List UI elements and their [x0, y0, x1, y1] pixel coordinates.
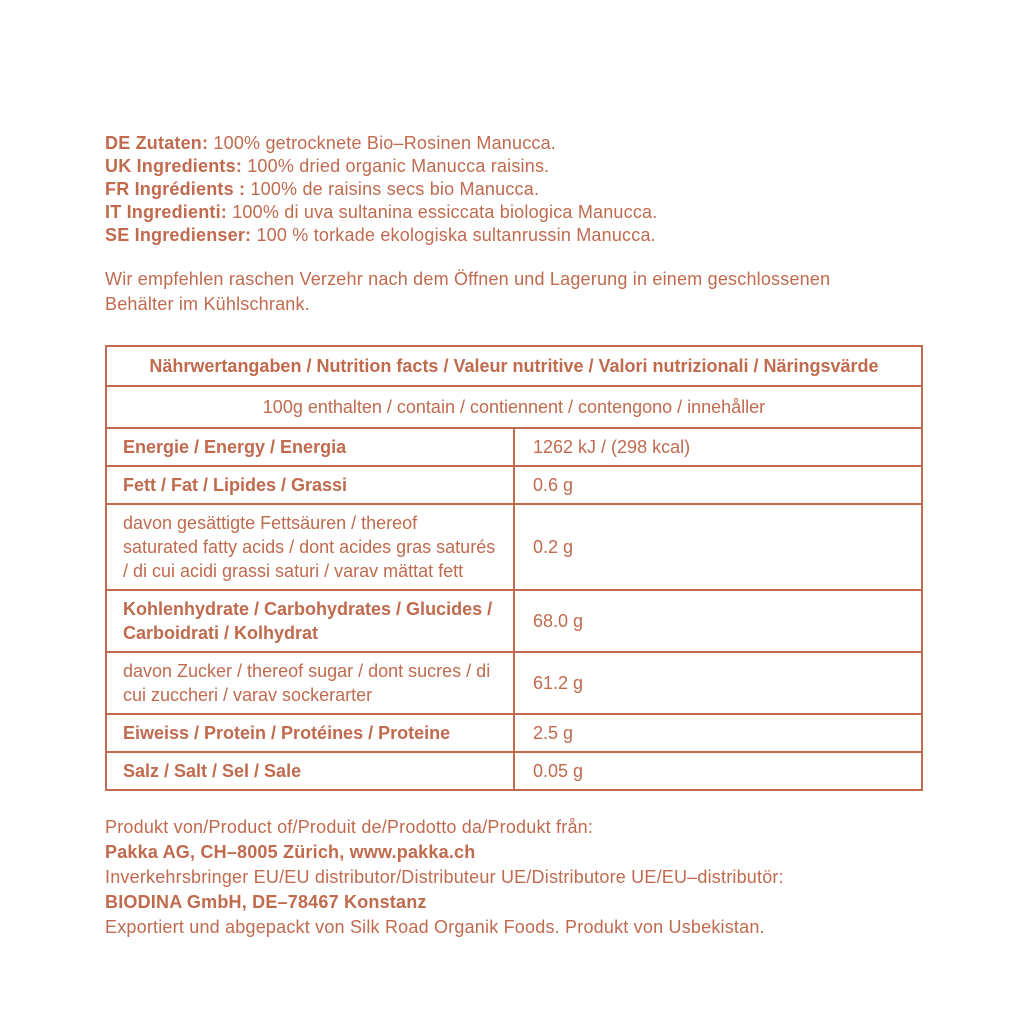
ingredients-section [105, 132, 923, 247]
ingredient-label-se: SE Ingredienser: [105, 225, 252, 245]
nutrition-value-saturated-fat: 0.2 g [514, 504, 922, 590]
ingredient-line-se [105, 224, 923, 247]
ingredient-label-it: IT Ingredienti: [105, 202, 227, 222]
producer-name: Pakka AG, CH–8005 Zürich, www.pakka.ch [105, 842, 476, 862]
nutrition-value-fat: 0.6 g [514, 466, 922, 504]
nutrition-value-carbohydrates: 68.0 g [514, 590, 922, 652]
distributor-label: Inverkehrsbringer EU/EU distributor/Distributeur UE/Distributore UE/EU–distributör: [105, 867, 784, 887]
footer-section [105, 815, 923, 940]
nutrition-label-salt: Salz / Salt / Sel / Sale [106, 752, 514, 790]
nutrition-label-energy: Energie / Energy / Energia [106, 428, 514, 466]
producer-label: Produkt von/Product of/Produit de/Prodotto da/Produkt från: [105, 817, 594, 837]
nutrition-value-protein: 2.5 g [514, 714, 922, 752]
nutrition-subtitle-row [106, 386, 922, 428]
ingredient-label-fr: FR Ingrédients : [105, 179, 246, 199]
ingredient-line-it [105, 201, 923, 224]
storage-note: Wir empfehlen raschen Verzehr nach dem Öffnen und Lagerung in einem geschlossenen Behälter im Kühlschrank. [105, 269, 831, 314]
ingredient-text-de: 100% getrocknete Bio–Rosinen Manucca. [213, 133, 557, 153]
nutrition-row-salt [106, 752, 922, 790]
nutrition-row-fat [106, 466, 922, 504]
ingredient-line-fr [105, 178, 923, 201]
nutrition-row-protein [106, 714, 922, 752]
ingredient-label-uk: UK Ingredients: [105, 156, 243, 176]
nutrition-label-carbohydrates: Kohlenhydrate / Carbohydrates / Glucides / Carboidrati / Kolhydrat [106, 590, 514, 652]
nutrition-row-carbohydrates [106, 590, 922, 652]
nutrition-value-sugar: 61.2 g [514, 652, 922, 714]
ingredient-text-uk: 100% dried organic Manucca raisins. [247, 156, 550, 176]
distributor-name: BIODINA GmbH, DE–78467 Konstanz [105, 892, 427, 912]
ingredient-text-fr: 100% de raisins secs bio Manucca. [250, 179, 540, 199]
nutrition-row-sugar [106, 652, 922, 714]
nutrition-row-energy [106, 428, 922, 466]
nutrition-title: Nährwertangaben / Nutrition facts / Valeur nutritive / Valori nutrizionali / Näringsvärde [106, 346, 922, 386]
nutrition-subtitle: 100g enthalten / contain / contiennent / contengono / innehåller [106, 386, 922, 428]
nutrition-label-saturated-fat: davon gesättigte Fettsäuren / thereof saturated fatty acids / dont acides gras saturés / di cui acidi grassi saturi / varav mättat fett [106, 504, 514, 590]
ingredient-text-se: 100 % torkade ekologiska sultanrussin Manucca. [256, 225, 656, 245]
nutrition-title-row [106, 346, 922, 386]
label-content [105, 132, 923, 940]
export-note: Exportiert und abgepackt von Silk Road Organik Foods. Produkt von Usbekistan. [105, 917, 765, 937]
nutrition-label-sugar: davon Zucker / thereof sugar / dont sucres / di cui zuccheri / varav sockerarter [106, 652, 514, 714]
nutrition-row-saturated-fat [106, 504, 922, 590]
ingredient-text-it: 100% di uva sultanina essiccata biologica Manucca. [232, 202, 658, 222]
ingredient-line-uk [105, 155, 923, 178]
nutrition-label-fat: Fett / Fat / Lipides / Grassi [106, 466, 514, 504]
ingredient-label-de: DE Zutaten: [105, 133, 209, 153]
nutrition-table [105, 345, 923, 791]
ingredient-line-de [105, 132, 923, 155]
nutrition-value-salt: 0.05 g [514, 752, 922, 790]
nutrition-label-protein: Eiweiss / Protein / Protéines / Proteine [106, 714, 514, 752]
nutrition-value-energy: 1262 kJ / (298 kcal) [514, 428, 922, 466]
